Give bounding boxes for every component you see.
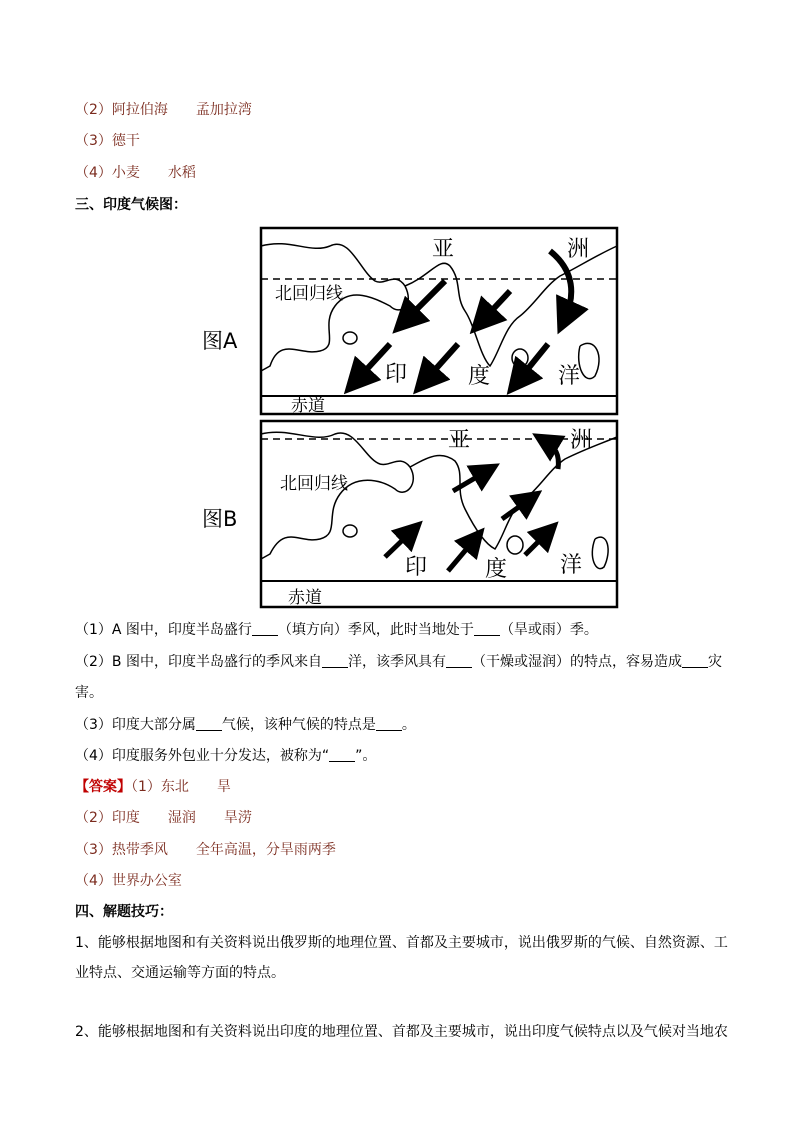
answer-blank (446, 653, 472, 668)
map-b-label-equator: 赤道 (288, 588, 322, 608)
map-b-label-asia-1: 亚 (448, 428, 471, 453)
map-b-label-tropic: 北回归线 (280, 474, 348, 494)
map-b-label-ocean-1: 印 (405, 555, 428, 580)
answer-block-line-2: （2）印度 湿润 旱涝 (75, 810, 252, 826)
map-b-label-ocean-2: 度 (485, 557, 508, 582)
map-a-label-ocean-3: 洋 (558, 364, 581, 389)
map-b-frame (261, 421, 617, 607)
question-2: （2）B 图中，印度半岛盛行的季风来自 洋，该季风具有 （干燥或湿润）的特点，容易造成 灾 (75, 654, 722, 670)
answer-blank (474, 621, 500, 636)
map-figure-a (200, 226, 620, 416)
answer-blank (376, 716, 402, 731)
answer-blank (252, 621, 278, 636)
answer-line-2: （2）阿拉伯海 孟加拉湾 (75, 102, 252, 118)
answer-block-line-4: （4）世界办公室 (75, 873, 182, 889)
map-a-drawing (200, 226, 620, 416)
answer-blank (329, 747, 355, 762)
map-b-label-asia-2: 洲 (570, 428, 593, 453)
answer-line-3: （3）德干 (75, 133, 140, 149)
map-b-label: 图B (202, 507, 238, 531)
tip-paragraph-2: 2、能够根据地图和有关资料说出印度的地理位置、首都及主要城市，说出印度气候特点以及气候对当地农 (75, 1024, 728, 1040)
answer-block-line-1: 【答案】（1）东北 旱 (75, 779, 231, 795)
map-a-label-ocean-2: 度 (468, 364, 491, 389)
answer-line-4: （4）小麦 水稻 (75, 165, 196, 181)
answer-blank (196, 716, 222, 731)
question-4: （4）印度服务外包业十分发达，被称为“ ”。 (75, 748, 377, 764)
question-3: （3）印度大部分属 气候，该种气候的特点是 。 (75, 717, 416, 733)
map-a-label-asia-2: 洲 (567, 237, 590, 262)
map-a-label-asia-1: 亚 (432, 237, 455, 262)
section-3-title: 三、印度气候图： (75, 197, 187, 213)
answer-blank (682, 653, 708, 668)
answer-blank (322, 653, 348, 668)
map-b-drawing (200, 419, 620, 609)
map-a-label: 图A (202, 329, 238, 353)
map-figure-b (200, 419, 620, 609)
answer-block-line-3: （3）热带季风 全年高温，分旱雨两季 (75, 842, 336, 858)
answer-label: 【答案】 (75, 779, 131, 795)
question-1: （1）A 图中，印度半岛盛行 （填方向）季风，此时当地处于 （旱或雨）季。 (75, 622, 598, 638)
question-2-cont: 害。 (75, 685, 103, 701)
map-a-label-ocean-1: 印 (385, 362, 408, 387)
map-a-label-equator: 赤道 (291, 396, 325, 416)
map-a-label-tropic: 北回归线 (275, 284, 343, 304)
tip-paragraph-1: 1、能够根据地图和有关资料说出俄罗斯的地理位置、首都及主要城市，说出俄罗斯的气候、自然资源、工业特点、交通运输等方面的特点。 (75, 935, 728, 981)
map-b-label-ocean-3: 洋 (560, 553, 583, 578)
section-4-title: 四、解题技巧： (75, 904, 173, 920)
